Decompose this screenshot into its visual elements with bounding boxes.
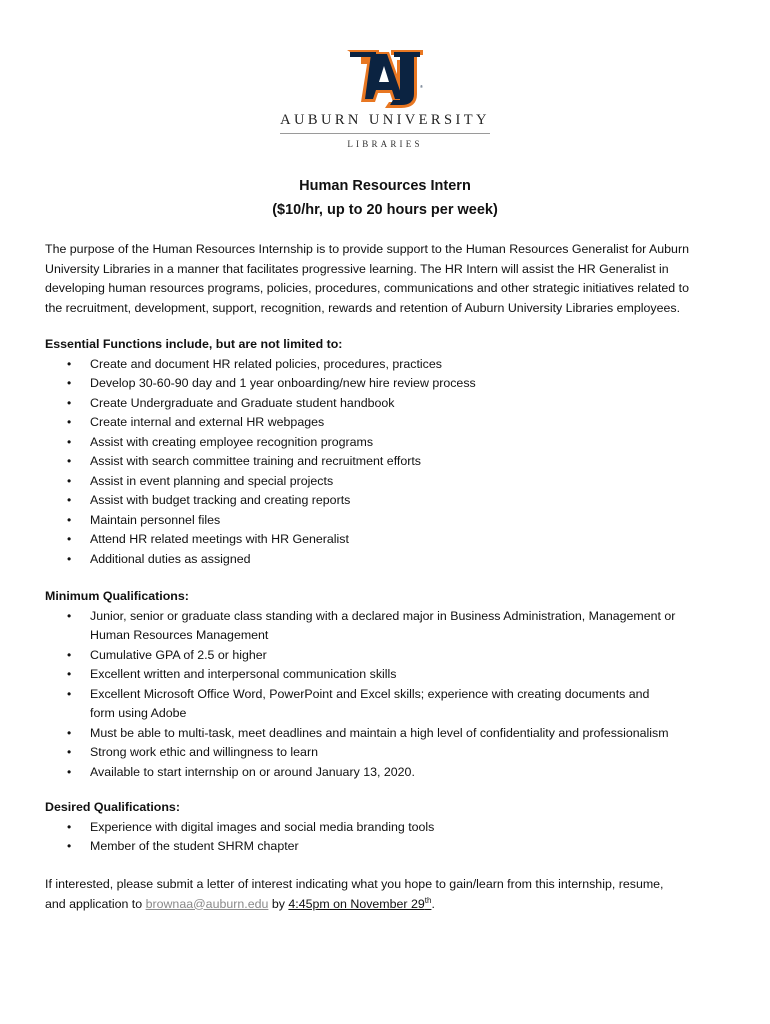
bullet-icon: • — [67, 454, 72, 468]
intro-paragraph — [45, 240, 735, 318]
list-item: • Excellent written and interpersonal communication skills — [45, 665, 735, 685]
bullet-icon: • — [67, 819, 72, 834]
application-instructions — [45, 875, 735, 914]
logo-divider — [280, 133, 490, 134]
list-item: • Junior, senior or graduate class standing with a declared major in Business Administration, Management or Human Resources Management — [67, 608, 676, 642]
list-item: • Create internal and external HR webpages — [45, 413, 735, 433]
minimum-qualifications-list — [45, 607, 735, 783]
list-item: • Attend HR related meetings with HR Generalist — [45, 530, 735, 550]
desired-qualifications-list — [45, 818, 735, 857]
libraries-label: LIBRARIES — [347, 139, 423, 149]
desired-qualifications-heading: Desired Qualifications: — [45, 800, 180, 814]
email-link[interactable]: brownaa@auburn.edu — [145, 896, 269, 911]
essential-functions-list — [45, 355, 735, 570]
bullet-icon: • — [67, 725, 72, 740]
deadline-text: 4:45pm on November 29th — [288, 895, 432, 911]
bullet-icon: • — [67, 473, 72, 488]
list-item: • Develop 30-60-90 day and 1 year onboarding/new hire review process — [45, 374, 735, 394]
list-item: • Experience with digital images and social media branding tools — [45, 818, 735, 838]
bullet-icon: • — [67, 745, 72, 759]
list-item: • Assist with budget tracking and creating reports — [45, 491, 735, 511]
job-title: Human Resources Intern — [299, 178, 471, 194]
bullet-icon: • — [67, 395, 72, 410]
bullet-icon: • — [67, 356, 72, 371]
bullet-icon: • — [67, 647, 72, 662]
bullet-icon: • — [67, 839, 72, 853]
closing-line: If interested, please submit a letter of interest indicating what you hope to gain/learn from this internship, resume, — [45, 877, 664, 891]
job-pay-line: ($10/hr, up to 20 hours per week) — [272, 202, 498, 218]
minimum-qualifications-heading: Minimum Qualifications: — [45, 589, 189, 603]
minimum-qualifications-section — [45, 587, 735, 782]
intro-line: developing human resources programs, policies, procedures, communications and other strategic initiatives related to — [45, 281, 689, 295]
intro-line: the recruitment, development, support, recognition, rewards and retention of Auburn University Libraries employees. — [45, 300, 681, 315]
bullet-icon: • — [67, 608, 72, 623]
bullet-icon: • — [67, 376, 72, 390]
list-item: • Cumulative GPA of 2.5 or higher — [45, 646, 735, 666]
list-item: • Assist in event planning and special projects — [45, 472, 735, 492]
essential-functions-heading: Essential Functions include, but are not limited to: — [45, 337, 343, 351]
svg-text:®: ® — [420, 84, 423, 89]
closing-line: and application to brownaa@auburn.edu by 4:45pm on November 29th. — [45, 895, 435, 911]
bullet-icon: • — [67, 415, 72, 429]
list-item: • Assist with search committee training and recruitment efforts — [45, 452, 735, 472]
list-item: • Create and document HR related policies, procedures, practices — [45, 355, 735, 375]
university-name: AUBURN UNIVERSITY — [280, 112, 490, 128]
list-item: • Assist with creating employee recognition programs — [45, 433, 735, 453]
bullet-icon: • — [67, 434, 72, 449]
list-item: • Available to start internship on or around January 13, 2020. — [45, 763, 735, 783]
bullet-icon: • — [67, 686, 72, 701]
auburn-au-logo — [345, 44, 425, 110]
intro-line: The purpose of the Human Resources Internship is to provide support to the Human Resources Generalist for Auburn — [45, 242, 689, 256]
list-item: • Maintain personnel files — [45, 511, 735, 531]
intro-line: University Libraries in a manner that facilitates progressive learning. The HR Intern will assist the HR Generalist in — [45, 261, 669, 276]
bullet-icon: • — [67, 551, 72, 566]
list-item: • Strong work ethic and willingness to learn — [45, 743, 735, 763]
list-item: • Additional duties as assigned — [45, 550, 735, 570]
bullet-icon: • — [67, 764, 72, 779]
bullet-icon: • — [67, 532, 72, 546]
essential-functions-section — [45, 335, 735, 569]
list-item: • Create Undergraduate and Graduate student handbook — [45, 394, 735, 414]
list-item: • Excellent Microsoft Office Word, PowerPoint and Excel skills; experience with creating documents and form using Adobe — [67, 686, 650, 720]
bullet-icon: • — [67, 493, 72, 507]
list-item: • Must be able to multi-task, meet deadlines and maintain a high level of confidentiality and professionalism — [45, 724, 735, 744]
list-item: • Member of the student SHRM chapter — [45, 837, 735, 857]
desired-qualifications-section — [45, 798, 735, 857]
bullet-icon: • — [67, 512, 72, 527]
bullet-icon: • — [67, 667, 72, 681]
